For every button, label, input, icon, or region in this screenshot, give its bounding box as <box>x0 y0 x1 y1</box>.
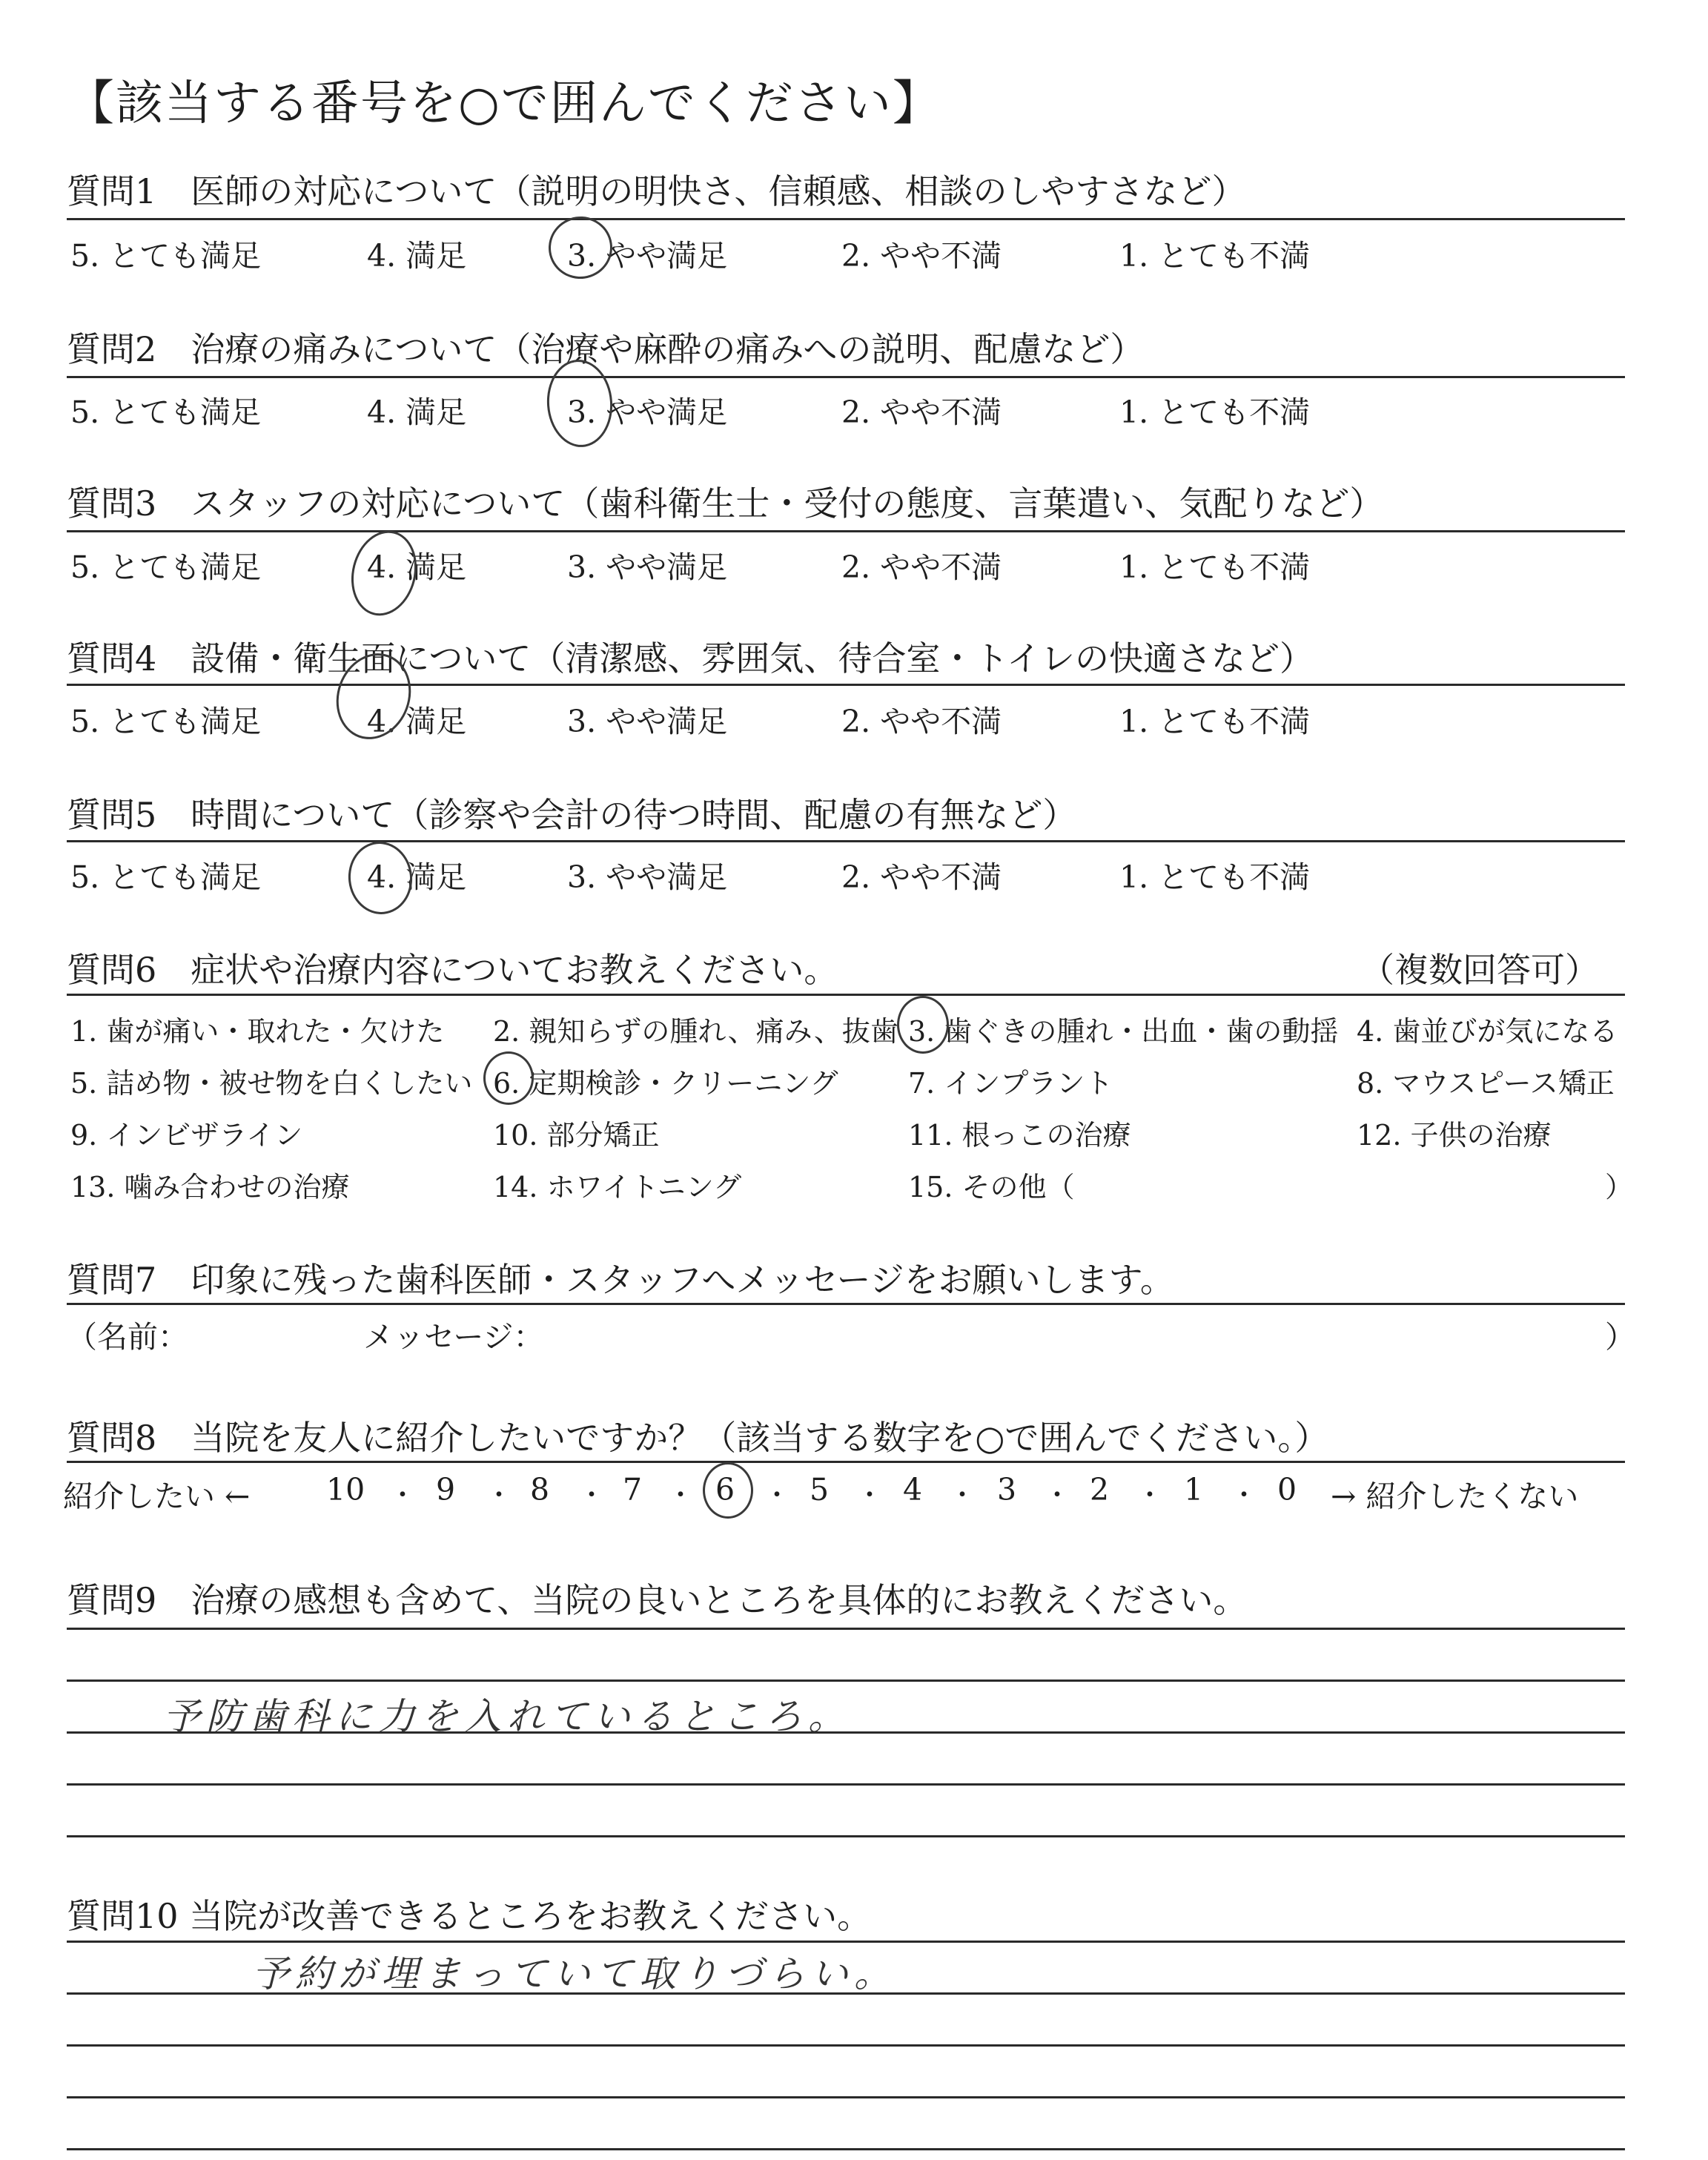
q6-option-2[interactable]: 2. 親知らずの腫れ、痛み、抜歯 <box>493 1015 898 1048</box>
q8-separator: ・ <box>578 1480 606 1510</box>
q1-option-3[interactable]: 3. やや満足 <box>567 238 728 274</box>
question-6-title: 質問6 症状や治療内容についてお教えください。 <box>67 950 838 990</box>
q2-option-5[interactable]: 5. とても満足 <box>70 394 262 430</box>
q9-handwritten-answer[interactable]: 予防歯科に力を入れているところ。 <box>163 1695 851 1738</box>
q3-answer-circle <box>342 524 426 622</box>
q6-option-4[interactable]: 4. 歯並びが気になる <box>1357 1015 1618 1048</box>
answer-line <box>67 2044 1625 2047</box>
q2-option-1[interactable]: 1. とても不満 <box>1119 394 1311 430</box>
divider <box>67 218 1625 220</box>
q8-separator: ・ <box>1136 1480 1164 1510</box>
multiple-answers-note: （複数回答可） <box>1360 950 1599 990</box>
q8-score-8[interactable]: 8 <box>530 1472 550 1507</box>
q8-score-7[interactable]: 7 <box>623 1472 643 1507</box>
answer-line <box>67 1835 1625 1837</box>
q6-option-15[interactable]: 15. その他（ <box>908 1171 1075 1203</box>
q1-option-5[interactable]: 5. とても満足 <box>70 238 262 274</box>
q6-option-6[interactable]: 6. 定期検診・クリーニング <box>493 1067 838 1100</box>
divider <box>67 530 1625 532</box>
q8-separator: ・ <box>389 1480 417 1510</box>
question-7-title: 質問7 印象に残った歯科医師・スタッフへメッセージをお願いします。 <box>67 1260 1174 1300</box>
q6-other-close-paren: ） <box>1605 1171 1634 1203</box>
q5-answer-circle <box>345 839 416 917</box>
q8-separator: ・ <box>949 1480 976 1510</box>
q8-separator: ・ <box>486 1480 513 1510</box>
q3-option-1[interactable]: 1. とても不満 <box>1119 549 1311 585</box>
q6-option-9[interactable]: 9. インビザライン <box>70 1119 303 1152</box>
question-1-title: 質問1 医師の対応について（説明の明快さ、信頼感、相談のしやすさなど） <box>67 171 1246 211</box>
q8-score-0[interactable]: 0 <box>1277 1472 1297 1507</box>
q4-option-5[interactable]: 5. とても満足 <box>70 704 262 739</box>
divider <box>67 840 1625 842</box>
question-8-title: 質問8 当院を友人に紹介したいですか？（該当する数字を○で囲んでください。） <box>67 1418 1329 1458</box>
q6-option-13[interactable]: 13. 噛み合わせの治療 <box>70 1171 350 1203</box>
q8-separator: ・ <box>1231 1480 1258 1510</box>
q4-option-2[interactable]: 2. やや不満 <box>841 704 1002 739</box>
form-header: 【該当する番号を○で囲んでください】 <box>67 76 941 131</box>
divider <box>67 1461 1625 1463</box>
q6-option-5[interactable]: 5. 詰め物・被せ物を白くしたい <box>70 1067 473 1100</box>
question-10-title: 質問10 当院が改善できるところをお教えください。 <box>67 1896 872 1936</box>
q6-option-10[interactable]: 10. 部分矯正 <box>493 1119 660 1152</box>
q3-option-5[interactable]: 5. とても満足 <box>70 549 262 585</box>
answer-line <box>67 1941 1625 1943</box>
divider <box>67 994 1625 996</box>
q8-score-10[interactable]: 10 <box>326 1472 365 1507</box>
q5-option-3[interactable]: 3. やや満足 <box>567 859 728 895</box>
q3-option-3[interactable]: 3. やや満足 <box>567 549 728 585</box>
q5-option-2[interactable]: 2. やや不満 <box>841 859 1002 895</box>
q5-option-1[interactable]: 1. とても不満 <box>1119 859 1311 895</box>
q2-option-2[interactable]: 2. やや不満 <box>841 394 1002 430</box>
divider <box>67 1303 1625 1305</box>
q6-option-8[interactable]: 8. マウスピース矯正 <box>1357 1067 1615 1100</box>
q6-option-7[interactable]: 7. インプラント <box>908 1067 1113 1100</box>
q7-close-paren: ） <box>1605 1319 1635 1355</box>
q8-score-6[interactable]: 6 <box>715 1472 735 1507</box>
q5-option-5[interactable]: 5. とても満足 <box>70 859 262 895</box>
q6-option-1[interactable]: 1. 歯が痛い・取れた・欠けた <box>70 1015 445 1048</box>
q8-score-5[interactable]: 5 <box>810 1472 830 1507</box>
question-3-title: 質問3 スタッフの対応について（歯科衛生士・受付の態度、言葉遣い、気配りなど） <box>67 483 1384 524</box>
q8-score-9[interactable]: 9 <box>436 1472 456 1507</box>
q10-handwritten-answer[interactable]: 予約が埋まっていて取りづらい。 <box>252 1952 897 1995</box>
q8-separator: ・ <box>764 1480 791 1510</box>
q6-option-12[interactable]: 12. 子供の治療 <box>1357 1119 1552 1152</box>
q6-option-14[interactable]: 14. ホワイトニング <box>493 1171 742 1203</box>
question-9-title: 質問9 治療の感想も含めて、当院の良いところを具体的にお教えください。 <box>67 1580 1248 1620</box>
q8-separator: ・ <box>856 1480 884 1510</box>
q8-separator: ・ <box>667 1480 695 1510</box>
q8-score-1[interactable]: 1 <box>1184 1472 1204 1507</box>
q8-not-recommend-label: → 紹介したくない <box>1331 1479 1579 1514</box>
q8-score-2[interactable]: 2 <box>1090 1472 1110 1507</box>
question-4-title: 質問4 設備・衛生面について（清潔感、雰囲気、待合室・トイレの快適さなど） <box>67 638 1314 678</box>
answer-line <box>67 2096 1625 2098</box>
answer-line <box>67 1628 1625 1630</box>
q8-score-4[interactable]: 4 <box>903 1472 923 1507</box>
q4-option-3[interactable]: 3. やや満足 <box>567 704 728 739</box>
q3-option-4[interactable]: 4. 満足 <box>367 549 467 585</box>
answer-line <box>67 2148 1625 2150</box>
divider <box>67 684 1625 686</box>
q3-option-2[interactable]: 2. やや不満 <box>841 549 1002 585</box>
answer-line <box>67 1783 1625 1786</box>
q6-option-11[interactable]: 11. 根っこの治療 <box>908 1119 1131 1152</box>
q4-option-1[interactable]: 1. とても不満 <box>1119 704 1311 739</box>
q4-option-4[interactable]: 4. 満足 <box>367 704 467 739</box>
q6-answer-circle-6 <box>483 1051 534 1105</box>
divider <box>67 376 1625 378</box>
q8-answer-circle <box>703 1462 753 1519</box>
q1-option-1[interactable]: 1. とても不満 <box>1119 238 1311 274</box>
q2-option-3[interactable]: 3. やや満足 <box>567 394 728 430</box>
q6-option-3[interactable]: 3. 歯ぐきの腫れ・出血・歯の動揺 <box>908 1015 1339 1048</box>
q7-name-label: （名前： <box>67 1319 188 1355</box>
question-5-title: 質問5 時間について（診察や会計の待つ時間、配慮の有無など） <box>67 795 1077 835</box>
q8-score-3[interactable]: 3 <box>997 1472 1017 1507</box>
q1-option-4[interactable]: 4. 満足 <box>367 238 467 274</box>
q8-recommend-label: 紹介したい ← <box>63 1479 251 1514</box>
q6-answer-circle-3 <box>897 996 949 1054</box>
q5-option-4[interactable]: 4. 満足 <box>367 859 467 895</box>
q1-option-2[interactable]: 2. やや不満 <box>841 238 1002 274</box>
answer-line <box>67 1680 1625 1682</box>
q2-option-4[interactable]: 4. 満足 <box>367 394 467 430</box>
question-2-title: 質問2 治療の痛みについて（治療や麻酔の痛みへの説明、配慮など） <box>67 329 1145 369</box>
q7-message-label: メッセージ： <box>363 1319 544 1355</box>
q8-separator: ・ <box>1044 1480 1071 1510</box>
